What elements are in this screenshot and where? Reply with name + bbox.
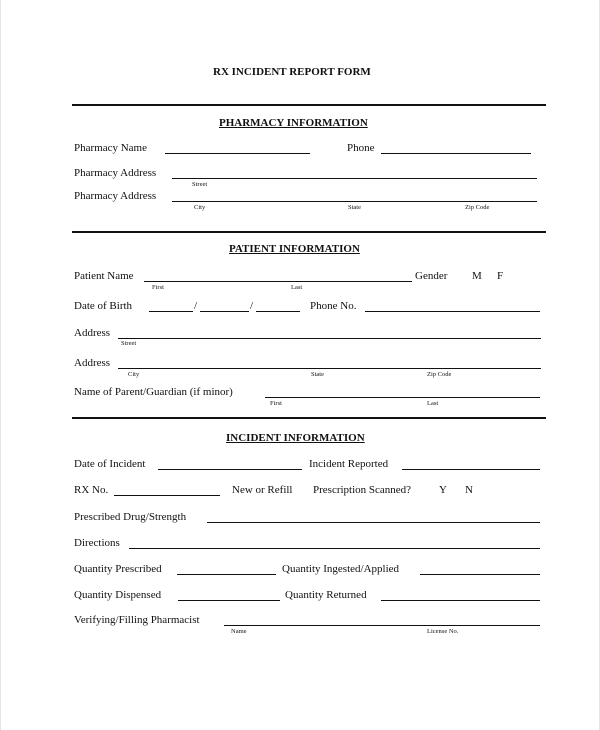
directions-label: Directions (74, 537, 120, 549)
incident-date-label: Date of Incident (74, 458, 146, 470)
quantity-dispensed-label: Quantity Dispensed (74, 589, 162, 601)
patient-city-state-zip-field[interactable] (118, 368, 541, 369)
prescribed-drug-label: Prescribed Drug/Strength (74, 511, 187, 523)
quantity-dispensed-field[interactable] (178, 600, 280, 601)
patient-name-field[interactable] (144, 281, 412, 282)
quantity-returned-label: Quantity Returned (285, 589, 367, 601)
patient-phone-field[interactable] (365, 311, 540, 312)
dob-slash-1: / (194, 300, 198, 312)
patient-zip-caption: Zip Code (427, 371, 452, 378)
incident-reported-field[interactable] (402, 469, 540, 470)
pharmacist-name-caption: Name (231, 628, 247, 635)
gender-label: Gender (415, 270, 448, 282)
pharmacy-zip-caption: Zip Code (465, 204, 490, 211)
patient-address-2-label: Address (74, 357, 111, 369)
pharmacy-name-field[interactable] (165, 153, 310, 154)
directions-field[interactable] (129, 548, 540, 549)
pharmacist-field[interactable] (224, 625, 540, 626)
pharmacy-street-field[interactable] (172, 178, 537, 179)
patient-address-label: Address (74, 327, 111, 339)
rx-number-label: RX No. (74, 484, 109, 496)
quantity-prescribed-field[interactable] (177, 574, 276, 575)
pharmacy-section-rule (72, 231, 546, 233)
prescription-scanned-label: Prescription Scanned? (313, 484, 412, 496)
patient-name-label: Patient Name (74, 270, 134, 282)
pharmacy-phone-label: Phone (347, 142, 375, 154)
pharmacy-address-label: Pharmacy Address (74, 167, 157, 179)
rx-number-field[interactable] (114, 495, 220, 496)
pharmacy-city-caption: City (194, 204, 206, 211)
pharmacy-section-heading: PHARMACY INFORMATION (219, 117, 368, 129)
gender-m-option[interactable]: M (472, 270, 482, 282)
patient-state-caption: State (311, 371, 324, 378)
pharmacy-city-state-zip-field[interactable] (172, 201, 537, 202)
incident-reported-label: Incident Reported (309, 458, 389, 470)
patient-street-field[interactable] (118, 338, 541, 339)
patient-phone-label: Phone No. (310, 300, 357, 312)
pharmacist-license-caption: License No. (427, 628, 459, 635)
dob-label: Date of Birth (74, 300, 133, 312)
guardian-last-caption: Last (427, 400, 439, 407)
patient-section-heading: PATIENT INFORMATION (229, 243, 360, 255)
form-title: RX INCIDENT REPORT FORM (213, 66, 371, 78)
scanned-yes-option[interactable]: Y (439, 484, 447, 496)
quantity-returned-field[interactable] (381, 600, 540, 601)
pharmacist-label: Verifying/Filling Pharmacist (74, 614, 200, 626)
incident-section-heading: INCIDENT INFORMATION (226, 432, 365, 444)
pharmacy-address-2-label: Pharmacy Address (74, 190, 157, 202)
scanned-no-option[interactable]: N (465, 484, 473, 496)
pharmacy-phone-field[interactable] (381, 153, 531, 154)
quantity-ingested-field[interactable] (420, 574, 540, 575)
new-or-refill-label: New or Refill (232, 484, 293, 496)
prescribed-drug-field[interactable] (207, 522, 540, 523)
dob-slash-2: / (250, 300, 254, 312)
pharmacy-street-caption: Street (192, 181, 208, 188)
patient-city-caption: City (128, 371, 140, 378)
dob-day-field[interactable] (200, 311, 249, 312)
patient-last-caption: Last (291, 284, 303, 291)
guardian-label: Name of Parent/Guardian (if minor) (74, 386, 233, 398)
guardian-name-field[interactable] (265, 397, 540, 398)
gender-f-option[interactable]: F (497, 270, 504, 282)
patient-street-caption: Street (121, 340, 137, 347)
pharmacy-name-label: Pharmacy Name (74, 142, 147, 154)
dob-month-field[interactable] (149, 311, 193, 312)
title-rule (72, 104, 546, 106)
quantity-prescribed-label: Quantity Prescribed (74, 563, 162, 575)
dob-year-field[interactable] (256, 311, 300, 312)
patient-first-caption: First (152, 284, 164, 291)
quantity-ingested-label: Quantity Ingested/Applied (282, 563, 400, 575)
pharmacy-state-caption: State (348, 204, 361, 211)
guardian-first-caption: First (270, 400, 282, 407)
incident-date-field[interactable] (158, 469, 302, 470)
patient-section-rule (72, 417, 546, 419)
